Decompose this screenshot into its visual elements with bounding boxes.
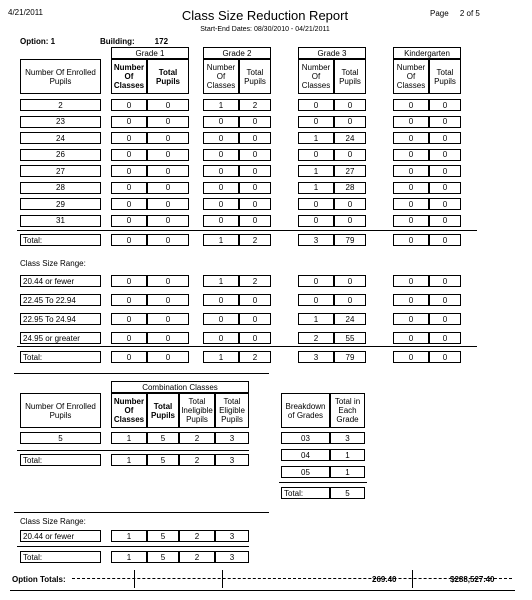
table-cell: 0: [393, 182, 429, 194]
total-cell: 79: [334, 351, 366, 363]
table-cell: 2: [298, 332, 334, 344]
combo-total-rule: [17, 450, 249, 451]
table-cell: 0: [111, 116, 147, 128]
range-label-cell: 22.95 To 24.94: [20, 313, 101, 325]
option-tick-3: [412, 570, 413, 588]
table-cell: 0: [334, 294, 366, 306]
table-cell: 0: [239, 313, 271, 325]
enrolled-count: 23: [20, 116, 101, 128]
table-cell: 0: [147, 182, 189, 194]
enrolled-header: Number Of Enrolled Pupils: [20, 59, 101, 94]
table-cell: 0: [111, 99, 147, 111]
combo-cell: 2: [179, 432, 215, 444]
table-cell: 0: [429, 116, 461, 128]
table-cell: 0: [239, 182, 271, 194]
table-cell: 0: [203, 215, 239, 227]
page-indicator: [430, 9, 480, 18]
combo-range-total-rule: [17, 546, 249, 547]
range-label-cell: 22.45 To 22.94: [20, 294, 101, 306]
table-cell: 0: [298, 275, 334, 287]
table-cell: 0: [203, 116, 239, 128]
table-cell: 0: [393, 332, 429, 344]
combo-cell: 1: [111, 454, 147, 466]
table-cell: 0: [239, 165, 271, 177]
dates-value: 08/30/2010 - 04/21/2011: [253, 26, 330, 33]
total-cell: 0: [147, 234, 189, 246]
table-cell: 0: [239, 132, 271, 144]
combo-pupils-header: Total Pupils: [147, 393, 179, 428]
table-cell: 0: [334, 215, 366, 227]
breakdown-total-rule: [279, 482, 367, 483]
table-cell: 1: [298, 182, 334, 194]
option-totals-value1: 269.40: [372, 575, 397, 584]
table-cell: 0: [147, 215, 189, 227]
option-value: 1: [50, 37, 56, 46]
table-cell: 0: [147, 132, 189, 144]
grade1-classes-header: Number Of Classes: [111, 59, 147, 94]
table-cell: 0: [298, 116, 334, 128]
table-cell: 0: [203, 198, 239, 210]
table-cell: 0: [203, 149, 239, 161]
table-cell: 24: [334, 132, 366, 144]
enrolled-count: 24: [20, 132, 101, 144]
combo-cell: 1: [111, 530, 147, 542]
total-label: Total:: [20, 234, 101, 246]
total-cell: 3: [298, 234, 334, 246]
combo-enrolled-count: 5: [20, 432, 101, 444]
combo-eligible-header: Total Eligible Pupils: [215, 393, 249, 428]
bottom-rule: [10, 590, 515, 591]
range-label-cell: 20.44 or fewer: [20, 275, 101, 287]
range-label-cell: 24.95 or greater: [20, 332, 101, 344]
table-cell: 0: [334, 275, 366, 287]
combo-cell: 3: [215, 454, 249, 466]
combo-range-label: Class Size Range:: [20, 517, 86, 526]
table-cell: 0: [111, 149, 147, 161]
grade3-classes-header: Number Of Classes: [298, 59, 334, 94]
enrolled-count: 31: [20, 215, 101, 227]
combo-cell: 3: [215, 432, 249, 444]
table-cell: 0: [111, 182, 147, 194]
total-cell: 1: [203, 234, 239, 246]
report-date: 4/21/2011: [8, 8, 43, 17]
table-cell: 0: [393, 149, 429, 161]
table-cell: 0: [203, 294, 239, 306]
table-cell: 0: [334, 99, 366, 111]
table-cell: 0: [147, 275, 189, 287]
table-cell: 0: [393, 313, 429, 325]
table-cell: 0: [298, 99, 334, 111]
dates-label: Start-End Dates:: [200, 26, 252, 33]
range-total-rule: [17, 346, 477, 347]
total-cell: 0: [429, 351, 461, 363]
table-cell: 0: [147, 313, 189, 325]
combo-cell: 3: [215, 551, 249, 563]
breakdown-grade-total: 1: [330, 449, 365, 461]
grade-header-1: Grade 1: [111, 47, 189, 59]
table-cell: 1: [203, 275, 239, 287]
table-cell: 0: [203, 132, 239, 144]
table-cell: 0: [334, 149, 366, 161]
option-info: [20, 37, 55, 46]
grade-header-3: Grade 3: [298, 47, 366, 59]
option-label: Option:: [20, 37, 49, 46]
table-cell: 0: [111, 294, 147, 306]
combo-range-separator: [14, 512, 269, 513]
total-cell: 1: [203, 351, 239, 363]
gradek-pupils-header: Total Pupils: [429, 59, 461, 94]
combo-enrolled-header: Number Of Enrolled Pupils: [20, 393, 101, 428]
table-cell: 2: [239, 275, 271, 287]
date-range: [150, 26, 380, 33]
table-cell: 0: [393, 99, 429, 111]
table-cell: 1: [298, 313, 334, 325]
report-title: Class Size Reduction Report: [181, 8, 349, 23]
combo-cell: 5: [147, 551, 179, 563]
enrolled-count: 29: [20, 198, 101, 210]
table-cell: 0: [239, 215, 271, 227]
total-cell: 0: [111, 234, 147, 246]
combo-classes-header: Number Of Classes: [111, 393, 147, 428]
page-total: 5: [475, 9, 480, 18]
grade-header-k: Kindergarten: [393, 47, 461, 59]
combo-cell: 5: [147, 432, 179, 444]
table-cell: 0: [393, 198, 429, 210]
enrolled-count: 2: [20, 99, 101, 111]
table-cell: 0: [239, 149, 271, 161]
table-cell: 0: [393, 132, 429, 144]
table-cell: 0: [203, 313, 239, 325]
table-cell: 0: [429, 149, 461, 161]
table-cell: 2: [239, 99, 271, 111]
combo-cell: 2: [179, 530, 215, 542]
table-cell: 0: [429, 332, 461, 344]
grade-header-2: Grade 2: [203, 47, 271, 59]
total-cell: 0: [429, 234, 461, 246]
table-cell: 0: [111, 132, 147, 144]
combo-cell: 5: [147, 454, 179, 466]
table-cell: 0: [239, 116, 271, 128]
page-number: 2: [459, 9, 465, 18]
table-cell: 0: [147, 198, 189, 210]
total-cell: 0: [147, 351, 189, 363]
page-label: Page: [430, 9, 449, 18]
breakdown-grade-total: 3: [330, 432, 365, 444]
total-cell: 0: [111, 351, 147, 363]
grade3-pupils-header: Total Pupils: [334, 59, 366, 94]
breakdown-total-header: Total in Each Grade: [330, 393, 365, 428]
combo-cell: 2: [179, 454, 215, 466]
gradek-classes-header: Number Of Classes: [393, 59, 429, 94]
table-cell: 0: [393, 165, 429, 177]
table-cell: 0: [429, 275, 461, 287]
table-cell: 24: [334, 313, 366, 325]
combo-range-total-label: Total:: [20, 551, 101, 563]
combo-title: Combination Classes: [111, 381, 249, 393]
table-cell: 0: [239, 198, 271, 210]
building-value: 172: [154, 37, 169, 46]
table-cell: 0: [429, 165, 461, 177]
table-cell: 0: [393, 215, 429, 227]
combo-ineligible-header: Total Ineligible Pupils: [179, 393, 215, 428]
table-cell: 0: [429, 215, 461, 227]
table-cell: 0: [334, 116, 366, 128]
table-cell: 1: [203, 99, 239, 111]
total-label: Total:: [20, 351, 101, 363]
option-tick-1: [134, 570, 135, 588]
breakdown-grade: 03: [281, 432, 330, 444]
table-cell: 0: [429, 132, 461, 144]
table-cell: 0: [111, 198, 147, 210]
table-cell: 0: [393, 275, 429, 287]
total-rule: [17, 230, 477, 231]
table-cell: 28: [334, 182, 366, 194]
table-cell: 0: [298, 215, 334, 227]
table-cell: 0: [147, 332, 189, 344]
enrolled-count: 28: [20, 182, 101, 194]
table-cell: 0: [429, 313, 461, 325]
table-cell: 0: [393, 116, 429, 128]
option-totals-value2: $288,527.40: [450, 575, 495, 584]
table-cell: 0: [334, 198, 366, 210]
table-cell: 0: [239, 294, 271, 306]
option-tick-2: [222, 570, 223, 588]
breakdown-grade: 05: [281, 466, 330, 478]
table-cell: 0: [147, 165, 189, 177]
table-cell: 0: [147, 99, 189, 111]
table-cell: 0: [298, 149, 334, 161]
grade2-classes-header: Number Of Classes: [203, 59, 239, 94]
table-cell: 0: [298, 198, 334, 210]
page-of: of: [466, 9, 474, 18]
combo-cell: 3: [215, 530, 249, 542]
option-totals-label: Option Totals:: [12, 575, 66, 584]
table-cell: 0: [147, 149, 189, 161]
table-cell: 1: [298, 132, 334, 144]
combo-cell: 1: [111, 432, 147, 444]
grade1-pupils-header: Total Pupils: [147, 59, 189, 94]
range-label: Class Size Range:: [20, 259, 86, 268]
total-cell: 3: [298, 351, 334, 363]
enrolled-count: 27: [20, 165, 101, 177]
table-cell: 0: [147, 294, 189, 306]
total-cell: 2: [239, 351, 271, 363]
table-cell: 1: [298, 165, 334, 177]
combo-cell: 5: [147, 530, 179, 542]
table-cell: 55: [334, 332, 366, 344]
total-cell: 0: [393, 351, 429, 363]
table-cell: 0: [393, 294, 429, 306]
combo-range-label: 20.44 or fewer: [20, 530, 101, 542]
building-info: [100, 37, 168, 46]
breakdown-total-value: 5: [330, 487, 365, 499]
table-cell: 0: [111, 165, 147, 177]
table-cell: 0: [429, 294, 461, 306]
table-cell: 27: [334, 165, 366, 177]
table-cell: 0: [111, 215, 147, 227]
total-cell: 2: [239, 234, 271, 246]
total-cell: 0: [393, 234, 429, 246]
combo-total-label: Total:: [20, 454, 101, 466]
combination-separator: [14, 373, 269, 374]
table-cell: 0: [429, 182, 461, 194]
breakdown-header: Breakdown of Grades: [281, 393, 330, 428]
table-cell: 0: [111, 275, 147, 287]
grade2-pupils-header: Total Pupils: [239, 59, 271, 94]
breakdown-grade-total: 1: [330, 466, 365, 478]
table-cell: 0: [203, 165, 239, 177]
option-totals-dash: [72, 578, 512, 579]
total-cell: 79: [334, 234, 366, 246]
breakdown-grade: 04: [281, 449, 330, 461]
table-cell: 0: [147, 116, 189, 128]
table-cell: 0: [111, 332, 147, 344]
combo-cell: 2: [179, 551, 215, 563]
enrolled-count: 26: [20, 149, 101, 161]
table-cell: 0: [111, 313, 147, 325]
table-cell: 0: [298, 294, 334, 306]
table-cell: 0: [429, 99, 461, 111]
table-cell: 0: [203, 332, 239, 344]
building-label: Building:: [100, 37, 135, 46]
breakdown-total-label: Total:: [281, 487, 330, 499]
table-cell: 0: [203, 182, 239, 194]
table-cell: 0: [239, 332, 271, 344]
combo-cell: 1: [111, 551, 147, 563]
table-cell: 0: [429, 198, 461, 210]
